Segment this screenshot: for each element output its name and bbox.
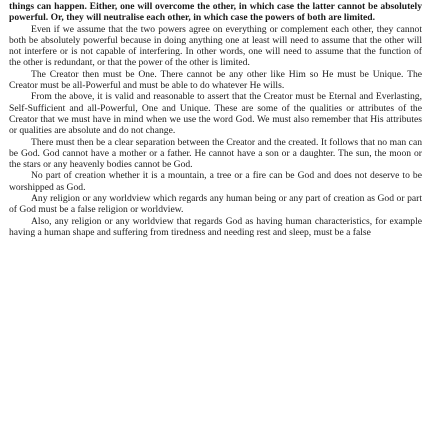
- paragraph-3: The Creator then must be One. There cannot be any other like Him so He must be Unique. The Creator must be all-Powerful and must be able to do whatever He wills.: [9, 68, 422, 92]
- paragraph-6: No part of creation whether it is a mountain, a tree or a fire can be God and does not deserve to be worshipped as God.: [9, 170, 422, 193]
- paragraph-1: things can happen. Either, one will overcome the other, in which case the latter cannot be absolutely powerful. Or, they will neutralise each other, in which case the powers of both are limited.: [9, 1, 422, 24]
- paragraph-4: From the above, it is valid and reasonable to assert that the Creator must be Eternal and Everlasting, Self-Sufficient and all-Powerful, One and Unique. These are some of the qualities or attributes of the Creator that we must have in mind when we use the word God. We must also remember that His attributes or qualities are absolute and do not change.: [9, 91, 422, 137]
- paragraph-8: Also, any religion or any worldview that regards God as having human characteristics, for example having a human shape and suffering from tiredness and needing rest and sleep, must be a false: [9, 215, 422, 238]
- paragraph-5: There must then be a clear separation between the Creator and the created. It follows that no man can be God. God cannot have a mother or a father. He cannot have a son or a daughter. The sun, the moon or the stars or any heavenly bodies cannot be God.: [9, 136, 422, 171]
- paragraph-2: Even if we assume that the two powers agree on everything or complement each other, they cannot both be absolutely powerful because in doing anything one at least will need to assume that the other will not interfere or is not capable of interfering. In other words, one will need to assume that the function of the other is redundant, or that the power of the other is limited.: [9, 23, 422, 69]
- paragraph-7: Any religion or any worldview which regards any human being or any part of creation as God or part of God must be a false religion or worldview.: [9, 193, 422, 216]
